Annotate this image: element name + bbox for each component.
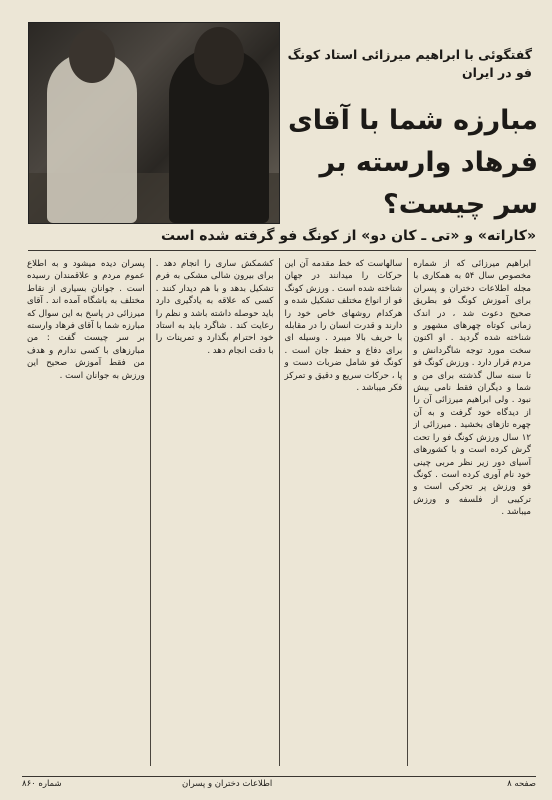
issue-number: شماره ۸۶۰ <box>22 779 62 789</box>
publication-name: اطلاعات دختران و پسران <box>182 779 273 789</box>
page-footer <box>22 776 536 791</box>
article-kicker: گفتگوئی با ابراهیم میرزائی استاد کونگ فو در ایران <box>287 47 532 80</box>
article-title: مبارزه شما با آقای فرهاد وارسته بر سر چیست؟ <box>288 105 538 220</box>
article-body <box>22 258 536 766</box>
page-number: صفحه ۸ <box>507 779 536 789</box>
text-column: سالهاست که خط مقدمه آن این حرکات را میدانند در جهان شناخته شده است . ورزش کونگ فو از انواع مختلف تشکیل شده و هرکدام روشهای خاص خود را دارند و قدرت انسان را در مقابله با حریف بالا میبرد . وسیله ای برای دفاع و حفظ جان است . کونگ فو شامل ضربات دست و پا ، حرکات سریع و دقیق و تمرکز فکر میباشد . <box>280 258 409 766</box>
article-subhead: «کاراته» و «تی ـ کان دو» از کونگ فو گرفته شده است <box>28 228 536 251</box>
text-column: پسران دیده میشود و به اطلاع عموم مردم و علاقمندان رسیده است . جوانان بسیاری از نقاط مختلف به باشگاه آمده اند . آقای میرزائی در پاسخ به این سوال که مبارزه شما با آقای فرهاد وارسته بر سر چیست گفت : من مبارزهای با کسی ندارم و هدف من فقط آموزش صحیح این ورزش به جوانان است . <box>22 258 151 766</box>
text-column: کشمکش ساری را انجام دهد . برای بیرون شالی مشکی به فرم تشکیل بدهد و با هم دیدار کنند . کسی که علاقه به یادگیری دارد باید حوصله داشته باشد و نظم را رعایت کند . شاگرد باید به استاد خود احترام بگذارد و تمرینات را با دقت انجام دهد . <box>151 258 280 766</box>
text-column: ابراهیم میرزائی که از شماره مخصوص سال ۵۴ به همکاری با مجله اطلاعات دختران و پسران برای آموزش کونگ فو بطریق صحیح دعوت شد ، در اندک زمانی کوتاه چهرهای مشهور و شناخته شده گردید . او اکنون سخت مورد توجه شاگردانش و مردم قرار دارد . ورزش کونگ فو تا سنه سال گذشته برای من و شما و دیگران فقط نامی بیش نبود . ولی ابراهیم میرزائی آن را از دیدگاه خود گرفت و به آن چهره تازهای بخشید . میرزائی از ۱۲ سال ورزش کونگ فو را تحت گرش کرده است و با کشورهای آسیای دور زیر نظر مربی چینی خود نام آوری کرده است . کونگ فو ورزش پر تحرکی است و ترکیبی از فلسفه و ورزش میباشد . <box>413 259 531 518</box>
interview-photo <box>28 22 280 224</box>
